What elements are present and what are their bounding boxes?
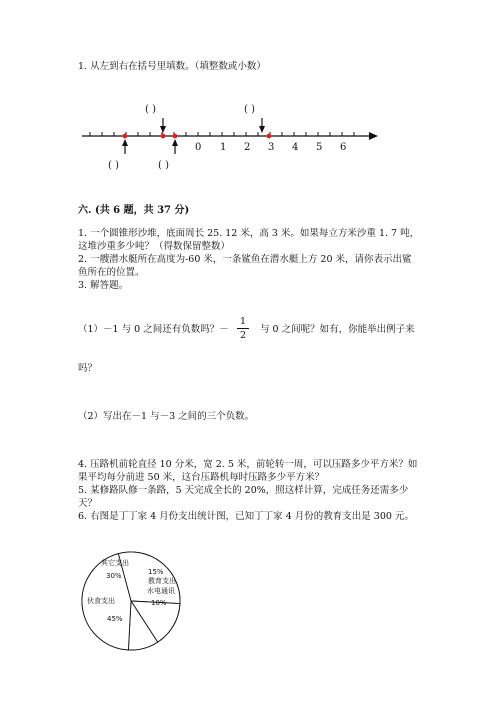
- point-c: [173, 134, 178, 139]
- point-a: [123, 134, 128, 139]
- q6-4-line1: 4. 压路机前轮直径 10 分米，宽 2. 5 米，前轮转一周，可以压路多少平方米？如: [78, 459, 418, 470]
- pie-category-label: 其它支出: [101, 559, 129, 567]
- answer-paren-bottom-1: ( ): [108, 160, 119, 171]
- tick-label: 2: [244, 142, 251, 153]
- tick-label: 3: [268, 142, 275, 153]
- arrow-down-icon: [160, 118, 166, 133]
- tick-label: 0: [195, 142, 202, 153]
- fraction-denominator: 2: [239, 330, 247, 341]
- q6-3-sub1-part-c: 吗？: [78, 363, 98, 374]
- answer-paren-bottom-2: ( ): [158, 160, 169, 171]
- tick-label: 1: [220, 142, 227, 153]
- q6-1-line2: 这堆沙重多少吨？（得数保留整数）: [78, 241, 231, 252]
- q6-4-line2: 果平均每分前进 50 米，这台压路机每时压路多少平方米？: [78, 472, 325, 483]
- arrow-down-icon: [259, 118, 265, 133]
- point-b: [161, 134, 166, 139]
- q6-1-line1: 1. 一个圆锥形沙堆，底面周长 25. 12 米，高 3 米。如果每立方米沙重 1. 7 吨，: [78, 228, 420, 239]
- pie-category-label: 伙食支出: [87, 597, 115, 605]
- pie-category-label: 教育支出: [148, 577, 176, 585]
- section-6-title: 六. (共 6 题，共 37 分): [78, 205, 190, 216]
- answer-paren-top-2: ( ): [244, 104, 255, 115]
- q6-2-line2: 鱼所在的位置。: [78, 267, 145, 278]
- tick-label: 5: [316, 142, 323, 153]
- number-line: [82, 104, 378, 171]
- pie-value-label: 45%: [107, 615, 123, 623]
- arrow-up-icon: [172, 139, 178, 154]
- fraction-one-half: [237, 316, 249, 341]
- q6-3-sub1-part-a: （1）－1 与 0 之间还有负数吗？－: [78, 324, 229, 335]
- tick-label: 6: [340, 142, 347, 153]
- question-1-title: 1. 从左到右在括号里填数。（填整数或小数）: [78, 61, 266, 72]
- pie-category-label: 水电通讯: [147, 587, 175, 595]
- pie-chart: [82, 552, 180, 650]
- q6-3-sub2: （2）写出在－1 与－3 之间的三个负数。: [78, 411, 255, 422]
- point-d: [267, 134, 272, 139]
- pie-value-label: 10%: [151, 599, 167, 607]
- pie-value-label: 15%: [148, 568, 164, 576]
- q6-3-sub1-part-b: 与 0 之间呢？如有，你能举出例子来: [260, 324, 415, 335]
- q6-5-line1: 5. 某修路队修一条路，5 天完成全长的 20%，照这样计算，完成任务还需多少: [78, 485, 409, 496]
- q6-6-line1: 6. 右图是丁丁家 4 月份支出统计图，已知丁丁家 4 月份的教育支出是 300 元。: [78, 511, 414, 522]
- tick-label: 4: [292, 142, 299, 153]
- q6-3-title: 3. 解答题。: [78, 280, 129, 291]
- number-line-arrowhead: [369, 132, 378, 140]
- answer-paren-top-1: ( ): [145, 104, 156, 115]
- pie-value-label: 30%: [106, 572, 122, 580]
- arrow-up-icon: [122, 139, 128, 154]
- fraction-numerator: 1: [239, 316, 247, 327]
- q6-2-line1: 2. 一艘潜水艇所在高度为-60 米，一条鲨鱼在潜水艇上方 20 米，请你表示出鲨: [78, 254, 412, 265]
- q6-5-line2: 天？: [78, 498, 98, 509]
- fraction-bar: [237, 328, 249, 329]
